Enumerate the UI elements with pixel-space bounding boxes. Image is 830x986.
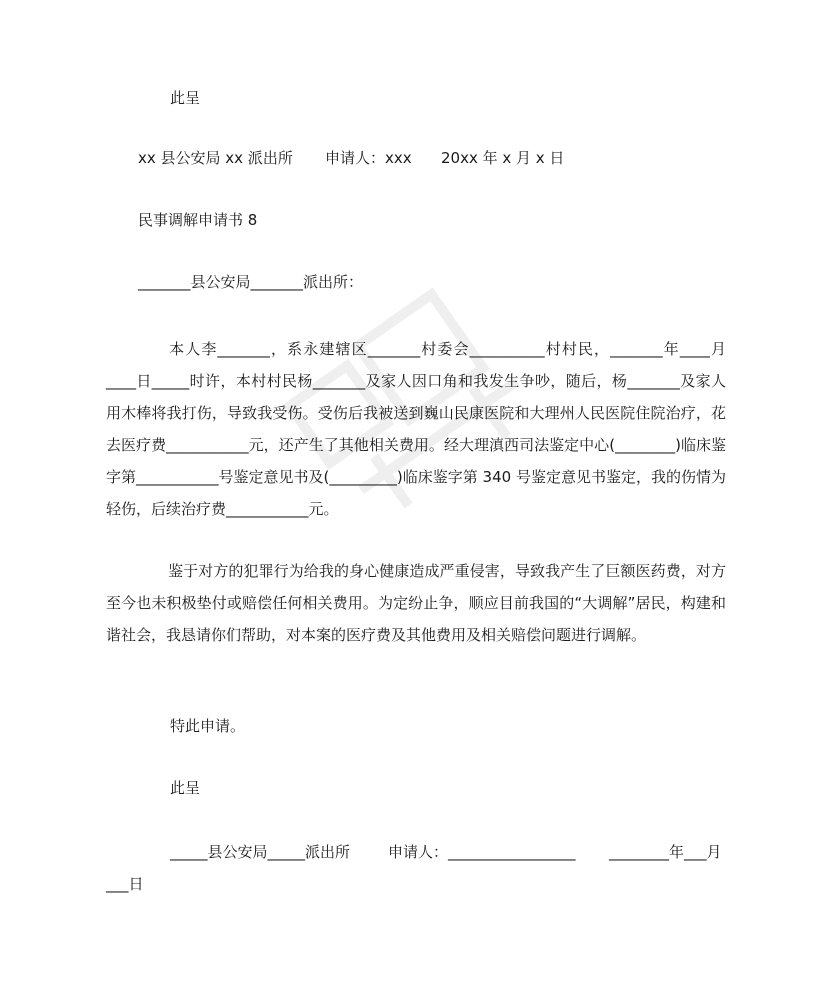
closing-text: 此呈 bbox=[170, 89, 201, 107]
closing-text-2: 此呈 bbox=[170, 779, 201, 797]
body-paragraph-2 bbox=[106, 555, 726, 651]
police-station-signature: xx 县公安局 xx 派出所 bbox=[138, 149, 293, 167]
police-station-blank: _____县公安局_____派出所 bbox=[170, 843, 351, 861]
document-title: 民事调解申请书 8 bbox=[138, 211, 258, 229]
addressee: _______县公安局_______派出所： bbox=[138, 273, 364, 291]
paragraph-1-text: 本人李_______，系永建辖区_______村委会__________村村民，_______年____月____日_____时许，本村村民杨_______及家人因口角和我发生争吵，随后，杨_______及家人用木棒将我打伤，导致我受伤。受伤后我被送到巍山民康医院和大理州人民医院住院治疗，花去医疗费___________元，还产生了其他相关费用。经大理滇西司法鉴定中心(________)临床鉴字第___________号鉴定意见书及(_________)临床鉴字第 340 号鉴定意见书鉴定，我的伤情为轻伤，后续治疗费___________元。 bbox=[106, 340, 726, 518]
signature-date: 20xx 年 x 月 x 日 bbox=[441, 149, 565, 167]
body-paragraph-1 bbox=[106, 333, 726, 525]
special-request-text: 特此申请。 bbox=[170, 717, 246, 735]
paragraph-2-text: 鉴于对方的犯罪行为给我的身心健康造成严重侵害，导致我产生了巨额医药费，对方至今也未积极垫付或赔偿任何相关费用。为定纷止争，顺应目前我国的“大调解”居民，构建和谐社会，我恳请你们帮助，对本案的医疗费及其他费用及相关赔偿问题进行调解。 bbox=[106, 562, 726, 644]
date-blank-day: ___日 bbox=[106, 875, 144, 893]
applicant-signature: 申请人：xxx bbox=[325, 149, 412, 167]
date-blank-year-month: ________年___月 bbox=[609, 843, 722, 861]
applicant-blank: 申请人：_________________ bbox=[388, 843, 576, 861]
